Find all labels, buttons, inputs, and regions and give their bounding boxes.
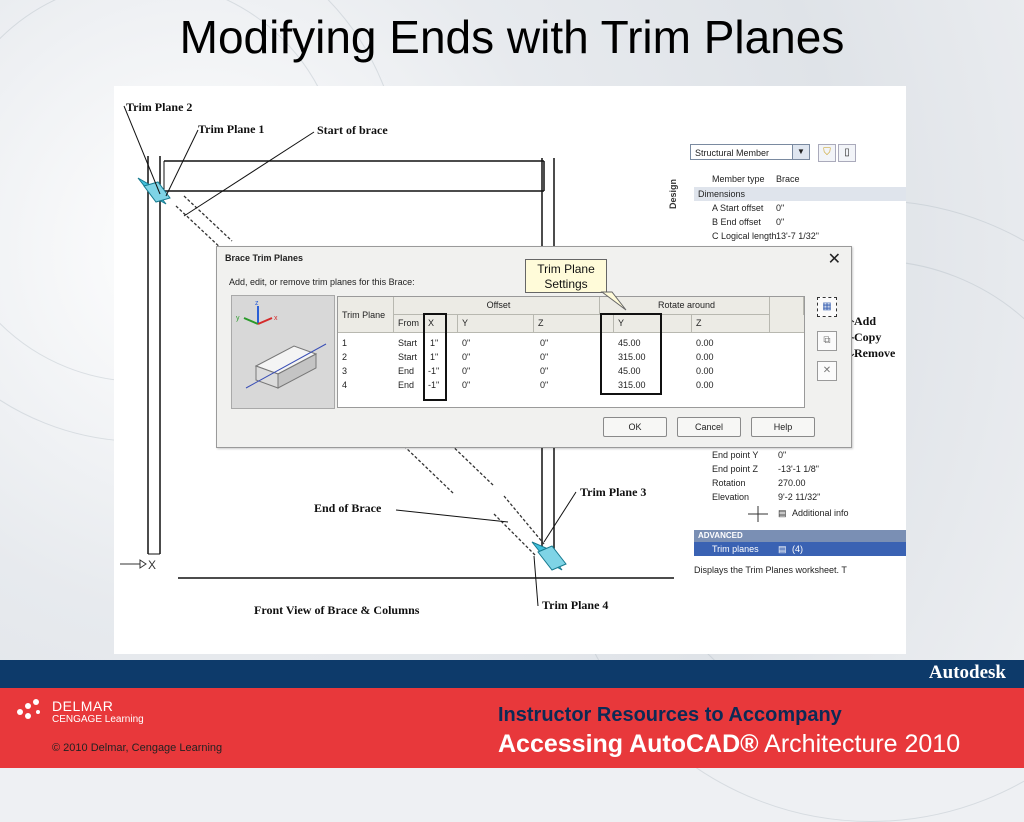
- prop-value[interactable]: 13'-7 1/32": [776, 231, 819, 241]
- brace-preview-image: [231, 295, 335, 409]
- cell-from[interactable]: End: [398, 380, 415, 390]
- book-title: [498, 730, 960, 759]
- col-header-x[interactable]: X: [424, 315, 458, 333]
- property-description: Displays the Trim Planes worksheet. T: [694, 565, 847, 575]
- prop-value[interactable]: 0": [776, 217, 785, 227]
- col-header-y[interactable]: Y: [458, 315, 534, 333]
- prop-row: [694, 476, 906, 490]
- advanced-section-header[interactable]: ADVANCED: [694, 530, 906, 542]
- label-trim-plane-1: Trim Plane 1: [198, 122, 265, 136]
- cell-rotate-y[interactable]: 45.00: [618, 366, 641, 376]
- prop-value[interactable]: Brace: [776, 174, 800, 184]
- cell-from[interactable]: Start: [398, 352, 418, 362]
- prop-key: C Logical length: [712, 231, 777, 241]
- cell-n: 4: [342, 380, 348, 390]
- highlight-rotate-y-column: [600, 313, 662, 395]
- col-header-trim-plane[interactable]: Trim Plane: [338, 297, 394, 333]
- col-header-offset[interactable]: Offset: [394, 297, 600, 315]
- prop-key: Member type: [712, 174, 765, 184]
- autodesk-logo: Autodesk: [928, 662, 1006, 683]
- cell-x[interactable]: 1": [430, 338, 439, 348]
- col-header-rotate-around[interactable]: Rotate around: [600, 297, 770, 315]
- prop-value[interactable]: -13'-1 1/8": [778, 464, 819, 474]
- highlight-x-column: [423, 313, 447, 401]
- cancel-button[interactable]: Cancel: [677, 417, 741, 437]
- cell-rotate-y[interactable]: 315.00: [618, 352, 646, 362]
- page-icon[interactable]: ▯: [838, 144, 856, 162]
- prop-value[interactable]: 9'-2 11/32": [778, 492, 821, 502]
- footer-red-bar: [0, 688, 1024, 768]
- svg-text:y: y: [236, 315, 240, 322]
- book-title-bold: Accessing AutoCAD®: [498, 730, 759, 758]
- label-remove: Remove: [854, 346, 896, 360]
- trim-planes-table: [337, 296, 805, 408]
- cell-from[interactable]: End: [398, 366, 415, 376]
- cell-y[interactable]: 0": [462, 366, 471, 376]
- delmar-logo-icon: [14, 696, 48, 722]
- cell-z[interactable]: 0": [540, 380, 549, 390]
- cell-y[interactable]: 0": [462, 338, 471, 348]
- copy-trim-plane-button[interactable]: ⧉: [817, 331, 837, 351]
- additional-info-label: Additional info: [792, 508, 849, 518]
- prop-row: [694, 172, 906, 186]
- trim-planes-row[interactable]: [694, 542, 906, 556]
- table-row[interactable]: [338, 337, 804, 350]
- col-header-rotate-y[interactable]: Y: [614, 315, 692, 333]
- remove-trim-plane-button[interactable]: ✕: [817, 361, 837, 381]
- table-row[interactable]: [338, 379, 804, 392]
- cell-x[interactable]: -1": [428, 380, 440, 390]
- prop-value[interactable]: 270.00: [778, 478, 806, 488]
- label-trim-plane-4: Trim Plane 4: [542, 598, 609, 612]
- instructor-resources-text: Instructor Resources to Accompany: [498, 704, 842, 726]
- col-header-rotate-z[interactable]: Z: [692, 315, 770, 333]
- cell-n: 2: [342, 352, 348, 362]
- cell-x[interactable]: 1": [430, 352, 439, 362]
- col-header-filler: [770, 315, 804, 333]
- label-add: Add: [854, 314, 877, 328]
- label-trim-plane-2: Trim Plane 2: [126, 100, 193, 114]
- label-trim-plane-3: Trim Plane 3: [580, 485, 647, 499]
- col-header-from[interactable]: From: [394, 315, 424, 333]
- add-trim-plane-button[interactable]: ▦: [817, 297, 837, 317]
- callout-text: Trim Plane Settings: [537, 262, 595, 291]
- footer-blue-bar: [0, 660, 1024, 688]
- additional-info-row[interactable]: [694, 506, 906, 520]
- table-row[interactable]: [338, 365, 804, 378]
- cell-n: 3: [342, 366, 348, 376]
- cell-rotate-z[interactable]: 0.00: [696, 380, 714, 390]
- prop-row: [694, 229, 906, 243]
- list-icon: ▤: [778, 544, 787, 554]
- prop-value[interactable]: 0": [776, 203, 785, 213]
- delmar-brand: DELMAR: [52, 698, 114, 714]
- ok-button[interactable]: OK: [603, 417, 667, 437]
- slide-title: Modifying Ends with Trim Planes: [179, 11, 845, 63]
- svg-text:x: x: [274, 315, 278, 322]
- cell-rotate-y[interactable]: 45.00: [618, 338, 641, 348]
- cell-from[interactable]: Start: [398, 338, 418, 348]
- svg-text:X: X: [148, 558, 157, 572]
- prop-row: [694, 201, 906, 215]
- cell-y[interactable]: 0": [462, 380, 471, 390]
- cell-rotate-z[interactable]: 0.00: [696, 352, 714, 362]
- prop-key: Rotation: [712, 478, 746, 488]
- cell-z[interactable]: 0": [540, 338, 549, 348]
- screenshot-panel: [114, 86, 906, 654]
- cell-n: 1: [342, 338, 348, 348]
- cell-y[interactable]: 0": [462, 352, 471, 362]
- list-icon: ▤: [778, 508, 787, 518]
- prop-row: [694, 462, 906, 476]
- cell-z[interactable]: 0": [540, 352, 549, 362]
- design-tab[interactable]: Design: [668, 179, 678, 210]
- ucs-axis-icon: [232, 296, 334, 408]
- prop-value[interactable]: (4): [792, 544, 803, 554]
- help-button[interactable]: Help: [751, 417, 815, 437]
- prop-key: Dimensions: [698, 189, 746, 199]
- filter-icon[interactable]: ⛉: [818, 144, 836, 162]
- close-icon[interactable]: ✕: [827, 251, 841, 268]
- prop-key: Elevation: [712, 492, 750, 502]
- prop-key: Trim planes: [712, 544, 759, 554]
- prop-row: [694, 215, 906, 229]
- cell-rotate-z[interactable]: 0.00: [696, 338, 714, 348]
- trim-plane-settings-callout: [525, 259, 607, 293]
- cell-rotate-z[interactable]: 0.00: [696, 366, 714, 376]
- prop-key: End point Z: [712, 464, 759, 474]
- prop-key: End point Y: [712, 450, 759, 460]
- cell-x[interactable]: -1": [428, 366, 440, 376]
- label-end-of-brace: End of Brace: [314, 501, 382, 515]
- book-title-rest: Architecture 2010: [758, 730, 961, 758]
- col-header-z[interactable]: Z: [534, 315, 614, 333]
- chevron-down-icon[interactable]: ▼: [792, 145, 809, 159]
- label-front-view: Front View of Brace & Columns: [254, 603, 420, 617]
- prop-row: [694, 448, 906, 462]
- label-copy: Copy: [854, 330, 882, 344]
- dialog-instruction: Add, edit, or remove trim planes for this Brace:: [229, 277, 415, 287]
- dialog-title: Brace Trim Planes: [225, 253, 304, 263]
- prop-key: A Start offset: [712, 203, 764, 213]
- svg-text:z: z: [255, 300, 259, 307]
- copyright-text: © 2010 Delmar, Cengage Learning: [52, 742, 223, 754]
- prop-value[interactable]: 0": [778, 450, 787, 460]
- style-select-value: Structural Member: [695, 148, 770, 158]
- cell-rotate-y[interactable]: 315.00: [618, 380, 646, 390]
- prop-row: [694, 490, 906, 504]
- table-row[interactable]: [338, 351, 804, 364]
- label-start-of-brace: Start of brace: [317, 123, 388, 137]
- cell-z[interactable]: 0": [540, 366, 549, 376]
- prop-row-header: [694, 187, 906, 201]
- cengage-brand: CENGAGE Learning: [52, 714, 144, 725]
- prop-key: B End offset: [712, 217, 761, 227]
- style-select[interactable]: [690, 144, 810, 160]
